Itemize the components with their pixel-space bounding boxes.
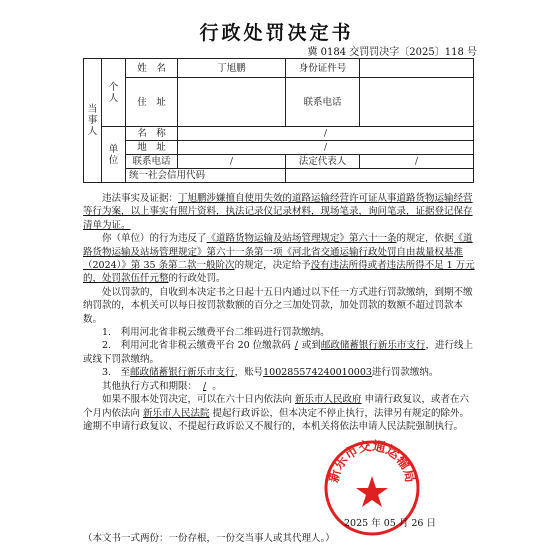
document-footnote: （本文书一式两份：一份存根，一份交当事人或其代理人。） — [83, 533, 335, 544]
basis-text-g: 的行政处罚。 — [168, 273, 226, 285]
unit-phone-label: 联系电话 — [126, 155, 178, 169]
basis-text-a: 你（单位）的行为违反了 — [102, 233, 207, 245]
document-title: 行政处罚决定书 — [199, 22, 354, 44]
legal-rep-value: / — [360, 155, 474, 169]
credit-code-label: 统一社会信用代码 — [126, 169, 286, 183]
seal-text: 新乐市交通运输局 — [326, 439, 418, 485]
basis-text-c: 的规定，依据 — [396, 233, 454, 245]
other-label: 其他执行方式和期限： — [102, 380, 198, 392]
unit-address-label: 地 址 — [126, 141, 178, 155]
appeal-text-e: 提起行政诉讼，但本决定不停止执行，法律另有规定的除外。逾期不申请行政复议、不提起行政诉讼又不履行的，本机关将依法申请人民法院强制执行。 — [83, 407, 470, 432]
facts-label: 违法事实及证据： — [102, 193, 179, 204]
payment-method-1: 1. 利用河北省非税云缴费平台二维码进行罚款缴纳。 — [102, 327, 330, 339]
appeal-text-a: 如果不服本处罚决定，可以在六十日内依法向 — [102, 394, 293, 406]
address-label: 住 址 — [126, 78, 178, 127]
unit-name-label: 名 称 — [126, 127, 178, 141]
other-execution — [83, 380, 475, 393]
document-number: 冀 0184 交罚罚决字〔2025〕118 号 — [307, 47, 477, 58]
id-label: 身份证件号 — [286, 59, 360, 78]
party-label: 当事人 — [84, 59, 102, 183]
basis-text-e: 的规定，决定给予 — [234, 260, 311, 272]
credit-code-value — [286, 169, 474, 183]
unit-phone-value: / — [178, 155, 286, 169]
payment-code: / — [294, 340, 298, 352]
phone-label: 联系电话 — [286, 78, 360, 127]
phone-value — [360, 78, 474, 127]
unit-label: 单位 — [102, 127, 126, 183]
id-value — [360, 59, 474, 78]
appeal-rights — [83, 393, 475, 433]
method2-text-a: 2. 利用河北省非税云缴费平台 20 位缴款码 — [102, 340, 291, 352]
method2-text-c: 或到 — [301, 340, 321, 352]
bank-account: 100285574240010003 — [263, 367, 372, 379]
penalty-content: 没有违法所得或者违法所得不足 1 万元的，处罚款伍仟元整 — [83, 260, 475, 285]
name-label: 姓 名 — [126, 59, 178, 78]
individual-label: 个人 — [102, 59, 126, 127]
seal-star-icon — [356, 476, 388, 507]
facts-text: 丁旭鹏涉嫌擅自使用失效的道路运输经营许可证从事道路货物运输经营等行为案，以上事实有照片资料，执法记录仪记录材料，现场笔录，询问笔录，证据登记保存清单为证。 — [83, 193, 473, 231]
payment-bank-2: 邮政储蓄银行新乐市支行 — [320, 340, 426, 352]
court-name: 新乐市人民法院 — [143, 407, 210, 419]
address-value — [178, 78, 286, 127]
other-value: / — [203, 380, 207, 392]
payment-bank-3: 邮政储蓄银行新乐市支行 — [130, 367, 235, 379]
unit-address-value: / — [178, 141, 474, 155]
other-end: 。 — [212, 380, 222, 392]
party-info-table — [83, 58, 474, 183]
decision-body — [83, 192, 475, 433]
violation-facts — [83, 192, 475, 232]
review-authority: 新乐市人民政府 — [295, 394, 362, 406]
method2-text-e: ，进行线上或线下罚款缴纳。 — [83, 340, 473, 365]
appeal-text-c: 申请行政复议，或者在六个月内依法向 — [83, 394, 470, 419]
penalty-basis: 《道路货物运输及站场管理规定》第六十一条第一项《河北省交通运输行政处罚自由裁量权基准（2024）》第 35 条第二款一般阶次 — [83, 233, 473, 272]
method3-text-a: 3. 至 — [102, 367, 131, 379]
method3-text-e: 进行罚款缴纳。 — [371, 367, 439, 379]
payment-instructions: 处以罚款的，自收到本决定书之日起十五日内通过以下任一方式进行罚款缴纳，到期不缴纳罚款的，本机关可以每日按罚款数额的百分之三加处罚款，加处罚款的数额不超过罚款本数。 — [83, 286, 473, 325]
unit-name-value: / — [178, 127, 474, 141]
payment-method-2 — [83, 339, 475, 366]
legal-basis — [83, 232, 475, 286]
method3-text-c: ，账号 — [234, 367, 264, 379]
violated-rule: 《道路货物运输及站场管理规定》第六十一条 — [206, 233, 397, 245]
decision-date: 2025 年 05 月 26 日 — [344, 518, 436, 529]
payment-method-3 — [83, 366, 475, 379]
legal-rep-label: 法定代表人 — [286, 155, 360, 169]
name-value: 丁旭鹏 — [178, 59, 286, 78]
